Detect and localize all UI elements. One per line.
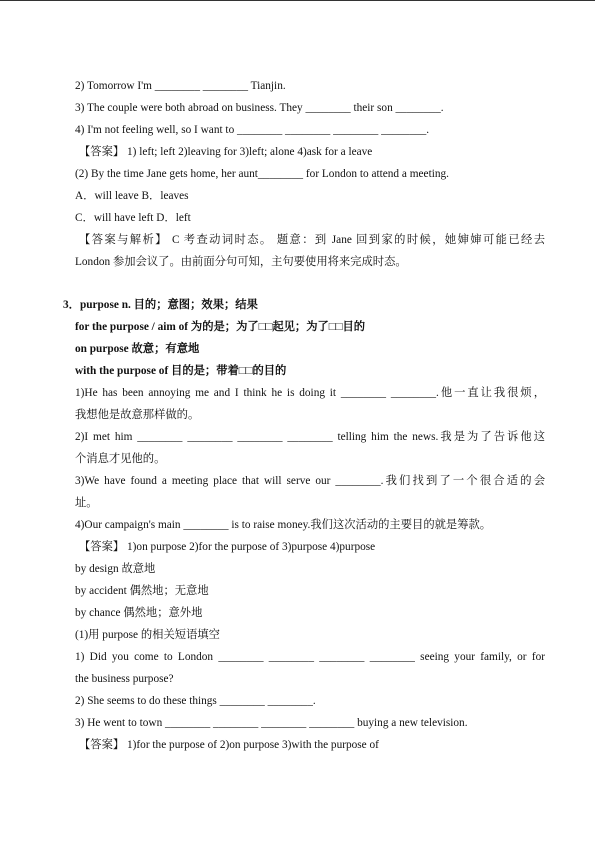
option-line: C．will have left D．left (75, 212, 191, 224)
exercise-line: 3)We have found a meeting place that will serve our ________.我们找到了一个很合适的会 (75, 475, 545, 487)
exercise-line: 址。 (75, 497, 98, 509)
phrase-entry: by chance 偶然地；意外地 (75, 607, 203, 619)
exercise-line: 我想他是故意那样做的。 (75, 409, 200, 421)
exercise-line: 4) I'm not feeling well, so I want to ________ ________ ________ ________. (75, 124, 430, 136)
exercise-line: 3) The couple were both abroad on business. They ________ their son ________. (75, 102, 444, 114)
option-line: A．will leave B．leaves (75, 190, 189, 202)
exercise-instruction: (1)用 purpose 的相关短语填空 (75, 629, 220, 641)
exercise-line: 3) He went to town ________ ________ ________ ________ buying a new television. (75, 717, 468, 729)
exercise-line: 1)He has been annoying me and I think he is doing it ________ ________.他一直让我很烦， (75, 387, 545, 399)
answer-line: 【答案】 1) left; left 2)leaving for 3)left; alone 4)ask for a leave (79, 146, 373, 158)
explanation-line: 【答案与解析】 C 考查动词时态。 题意：到 Jane 回到家的时候，她婶婶可能已经去 (79, 234, 545, 246)
phrase-entry: with the purpose of 目的是；带着□□的目的 (75, 365, 287, 377)
question-line: (2) By the time Jane gets home, her aunt________ for London to attend a meeting. (75, 168, 449, 180)
exercise-line: 个消息才见他的。 (75, 453, 166, 465)
answer-line: 【答案】 1)on purpose 2)for the purpose of 3)purpose 4)purpose (79, 541, 376, 553)
phrase-entry: by design 故意地 (75, 563, 156, 575)
exercise-line: 2) She seems to do these things ________ ________. (75, 695, 316, 707)
phrase-entry: for the purpose / aim of 为的是；为了□□起见；为了□□目的 (75, 321, 366, 333)
exercise-line: 1) Did you come to London ________ ________ ________ ________ seeing your family, or for (75, 651, 545, 663)
section-heading: 3．purpose n. 目的；意图；效果；结果 (63, 299, 258, 311)
exercise-line: 2)I met him ________ ________ ________ ________ telling him the news.我是为了告诉他这 (75, 431, 545, 443)
exercise-line: 4)Our campaign's main ________ is to raise money.我们这次活动的主要目的就是筹款。 (75, 519, 492, 531)
exercise-line: the business purpose? (75, 673, 174, 685)
answer-line: 【答案】 1)for the purpose of 2)on purpose 3)with the purpose of (79, 739, 379, 751)
explanation-line: London 参加会议了。由前面分句可知，主句要使用将来完成时态。 (75, 256, 407, 268)
phrase-entry: by accident 偶然地；无意地 (75, 585, 209, 597)
phrase-entry: on purpose 故意；有意地 (75, 343, 200, 355)
exercise-line: 2) Tomorrow I'm ________ ________ Tianjin. (75, 80, 286, 92)
page-top-rule (0, 0, 595, 1)
